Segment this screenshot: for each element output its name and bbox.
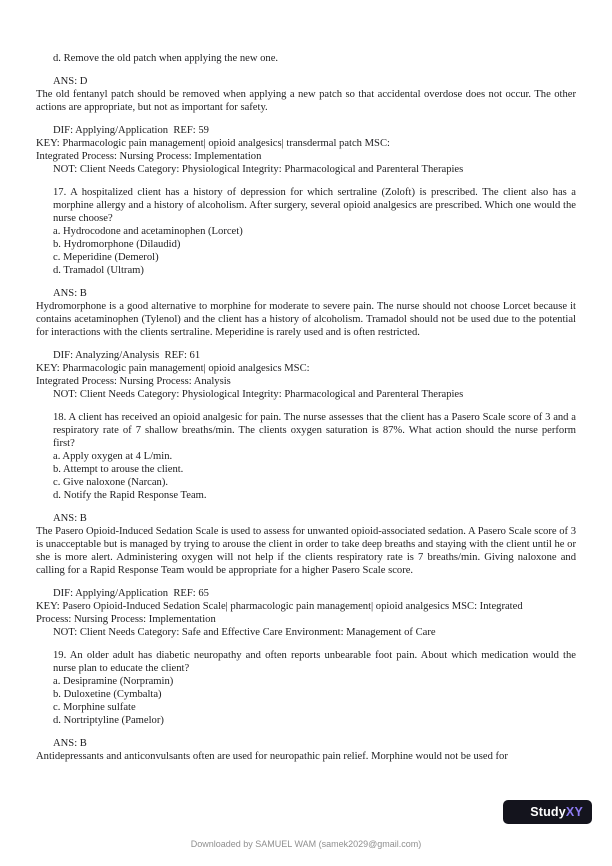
answer-option: c. Give naloxone (Narcan). xyxy=(53,477,169,488)
answer-option: d. Nortriptyline (Pamelor) xyxy=(53,715,164,726)
answer-option: d. Tramadol (Ultram) xyxy=(53,265,144,276)
rationale-text: Hydromorphone is a good alternative to morphine for moderate to severe pain. The nurse should not choose Lorcet because it contains acetaminophen (Tylenol) and the client has a history of alcoholism. Tramadol should not be used due to the potential for interactions with the clients sertraline. Meperidine is rarely used and is often restricted. xyxy=(36,301,576,338)
dif-ref-line: DIF: Applying/Application REF: 59 xyxy=(53,125,209,136)
studyxy-watermark-badge[interactable] xyxy=(503,800,592,824)
rationale-text: The Pasero Opioid-Induced Sedation Scale is used to assess for unwanted opioid-associated sedation. A Pasero Scale score of 3 is unacceptable but is managed by trying to arouse the client in order to take deep breaths and staying with the client until he or she is more alert. Administering oxygen will not help if the clients respiratory rate is 7 breaths/min. Giving naloxone and calling for a Rapid Response Team would be appropriate for a higher Pasero Scale score. xyxy=(36,526,576,576)
document-body xyxy=(36,52,576,763)
answer-option: c. Meperidine (Demerol) xyxy=(53,252,159,263)
key-line: Integrated Process: Nursing Process: Implementation xyxy=(36,151,262,162)
not-line: NOT: Client Needs Category: Physiological Integrity: Pharmacological and Parenteral Therapies xyxy=(53,389,464,400)
key-line: Integrated Process: Nursing Process: Analysis xyxy=(36,376,231,387)
answer-option: b. Duloxetine (Cymbalta) xyxy=(53,689,162,700)
answer-option: a. Hydrocodone and acetaminophen (Lorcet) xyxy=(53,226,243,237)
key-line: Process: Nursing Process: Implementation xyxy=(36,614,216,625)
brand-text xyxy=(530,805,583,819)
answer-option: a. Desipramine (Norpramin) xyxy=(53,676,174,687)
answer-option: c. Morphine sulfate xyxy=(53,702,136,713)
answer-label: ANS: B xyxy=(53,738,87,749)
download-attribution: Downloaded by SAMUEL WAM (samek2029@gmail.com) xyxy=(190,839,422,849)
rationale-text: Antidepressants and anticonvulsants often are used for neuropathic pain relief. Morphine would not be used for xyxy=(36,751,508,762)
question-text: 19. An older adult has diabetic neuropathy and often reports unbearable foot pain. About which medication would the nurse plan to educate the client? xyxy=(53,650,576,674)
rationale-text: The old fentanyl patch should be removed when applying a new patch so that accidental overdose does not occur. The other actions are appropriate, but not as important for safety. xyxy=(36,89,576,113)
answer-option: d. Remove the old patch when applying the new one. xyxy=(53,53,279,64)
dif-ref-line: DIF: Analyzing/Analysis REF: 61 xyxy=(53,350,201,361)
answer-label: ANS: B xyxy=(53,288,87,299)
answer-label: ANS: D xyxy=(53,76,88,87)
key-line: KEY: Pasero Opioid-Induced Sedation Scale| pharmacologic pain management| opioid analgesics MSC: Integrated xyxy=(36,601,523,612)
answer-option: a. Apply oxygen at 4 L/min. xyxy=(53,451,173,462)
not-line: NOT: Client Needs Category: Safe and Effective Care Environment: Management of Care xyxy=(53,627,436,638)
answer-option: b. Hydromorphone (Dilaudid) xyxy=(53,239,181,250)
answer-option: d. Notify the Rapid Response Team. xyxy=(53,490,207,501)
dif-ref-line: DIF: Applying/Application REF: 65 xyxy=(53,588,209,599)
key-line: KEY: Pharmacologic pain management| opioid analgesics MSC: xyxy=(36,363,310,374)
answer-label: ANS: B xyxy=(53,513,87,524)
answer-option: b. Attempt to arouse the client. xyxy=(53,464,184,475)
plus-icon xyxy=(510,805,525,820)
key-line: KEY: Pharmacologic pain management| opioid analgesics| transdermal patch MSC: xyxy=(36,138,390,149)
brand-text-primary: Study xyxy=(530,805,566,819)
question-text: 17. A hospitalized client has a history of depression for which sertraline (Zoloft) is prescribed. The client also has a morphine allergy and a history of alcoholism. After surgery, several opioid analgesics are prescribed. Which one would the nurse choose? xyxy=(53,187,576,224)
brand-text-accent: XY xyxy=(565,805,583,819)
question-text: 18. A client has received an opioid analgesic for pain. The nurse assesses that the client has a Pasero Scale score of 3 and a respiratory rate of 7 shallow breaths/min. The clients oxygen saturation is 87%. What action should the nurse perform first? xyxy=(53,412,576,449)
not-line: NOT: Client Needs Category: Physiological Integrity: Pharmacological and Parenteral Therapies xyxy=(53,164,464,175)
